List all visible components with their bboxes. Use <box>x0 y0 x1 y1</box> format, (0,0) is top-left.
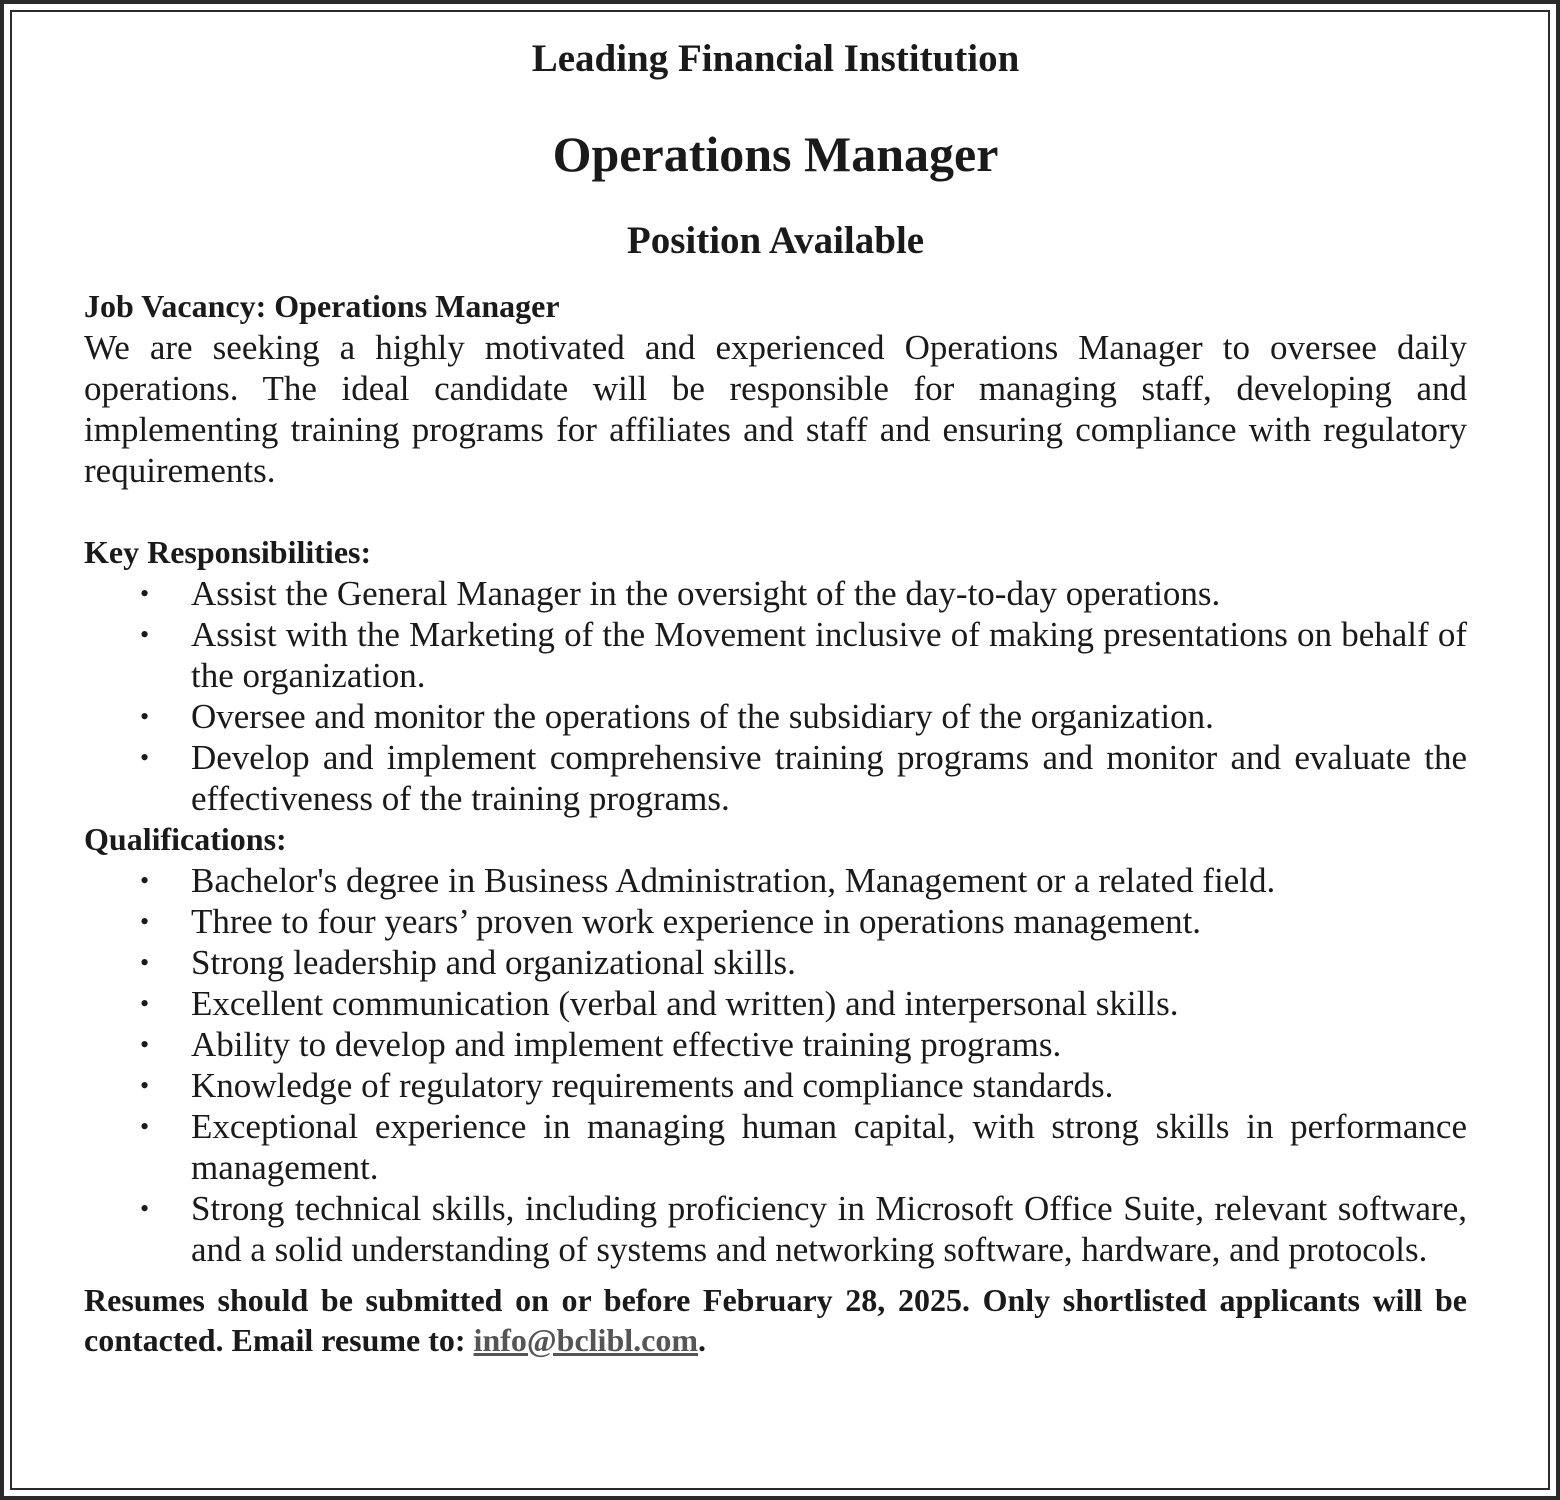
submission-note <box>84 1280 1467 1360</box>
job-title: Operations Manager <box>552 126 999 182</box>
list-item <box>84 1106 1467 1188</box>
advertisement-body <box>84 30 1467 1360</box>
bullet-icon: • <box>140 989 150 1018</box>
responsibility-text: Oversee and monitor the operations of the subsidiary of the organization. <box>191 697 1214 736</box>
bullet-icon: • <box>140 579 150 608</box>
vacancy-heading: Job Vacancy: Operations Manager <box>84 288 560 324</box>
bullet-icon: • <box>140 866 150 895</box>
list-item <box>84 737 1467 819</box>
list-item <box>84 696 1467 737</box>
qualifications-heading: Qualifications: <box>84 821 287 857</box>
list-item <box>84 573 1467 614</box>
qualification-text: Bachelor's degree in Business Administration, Management or a related field. <box>191 861 1276 900</box>
list-item <box>84 1024 1467 1065</box>
qualification-text: Exceptional experience in managing human capital, with strong skills in performance management. <box>191 1107 1467 1187</box>
qualifications-list <box>84 860 1467 1270</box>
vacancy-description: We are seeking a highly motivated and experienced Operations Manager to oversee daily operations. The ideal candidate will be responsible for managing staff, developing and implementing training programs for affiliates and staff and ensuring compliance with regulatory requirements. <box>84 328 1467 490</box>
list-item <box>84 860 1467 901</box>
qualification-text: Three to four years’ proven work experience in operations management. <box>191 902 1202 941</box>
submission-text: Resumes should be submitted on or before February 28, 2025. Only shortlisted applicants will be contacted. Email resume to: <box>84 1282 1467 1358</box>
qualification-text: Strong leadership and organizational skills. <box>191 943 796 982</box>
responsibilities-list <box>84 573 1467 819</box>
responsibilities-heading: Key Responsibilities: <box>84 534 372 570</box>
bullet-icon: • <box>140 702 150 731</box>
bullet-icon: • <box>140 907 150 936</box>
bullet-icon: • <box>140 948 150 977</box>
bullet-icon: • <box>140 1194 150 1223</box>
list-item <box>84 1188 1467 1270</box>
bullet-icon: • <box>140 1030 150 1059</box>
list-item <box>84 983 1467 1024</box>
bullet-icon: • <box>140 743 150 772</box>
submission-end: . <box>697 1322 706 1358</box>
qualification-text: Knowledge of regulatory requirements and compliance standards. <box>191 1066 1114 1105</box>
list-item <box>84 942 1467 983</box>
responsibility-text: Assist the General Manager in the oversight of the day-to-day operations. <box>191 574 1221 613</box>
bullet-icon: • <box>140 620 150 649</box>
responsibility-text: Assist with the Marketing of the Movement inclusive of making presentations on behalf of the organization. <box>191 615 1467 695</box>
responsibility-text: Develop and implement comprehensive training programs and monitor and evaluate the effectiveness of the training programs. <box>191 738 1467 818</box>
qualification-text: Ability to develop and implement effective training programs. <box>191 1025 1062 1064</box>
bullet-icon: • <box>140 1112 150 1141</box>
list-item <box>84 614 1467 696</box>
list-item <box>84 1065 1467 1106</box>
list-item <box>84 901 1467 942</box>
position-available-heading: Position Available <box>626 219 925 262</box>
bullet-icon: • <box>140 1071 150 1100</box>
email-link[interactable]: info@bclibl.com <box>473 1322 698 1358</box>
organization-name: Leading Financial Institution <box>531 37 1020 80</box>
qualification-text: Strong technical skills, including proficiency in Microsoft Office Suite, relevant software, and a solid understanding of systems and networking software, hardware, and protocols. <box>191 1189 1467 1269</box>
spacer <box>84 491 1467 532</box>
qualification-text: Excellent communication (verbal and written) and interpersonal skills. <box>191 984 1179 1023</box>
